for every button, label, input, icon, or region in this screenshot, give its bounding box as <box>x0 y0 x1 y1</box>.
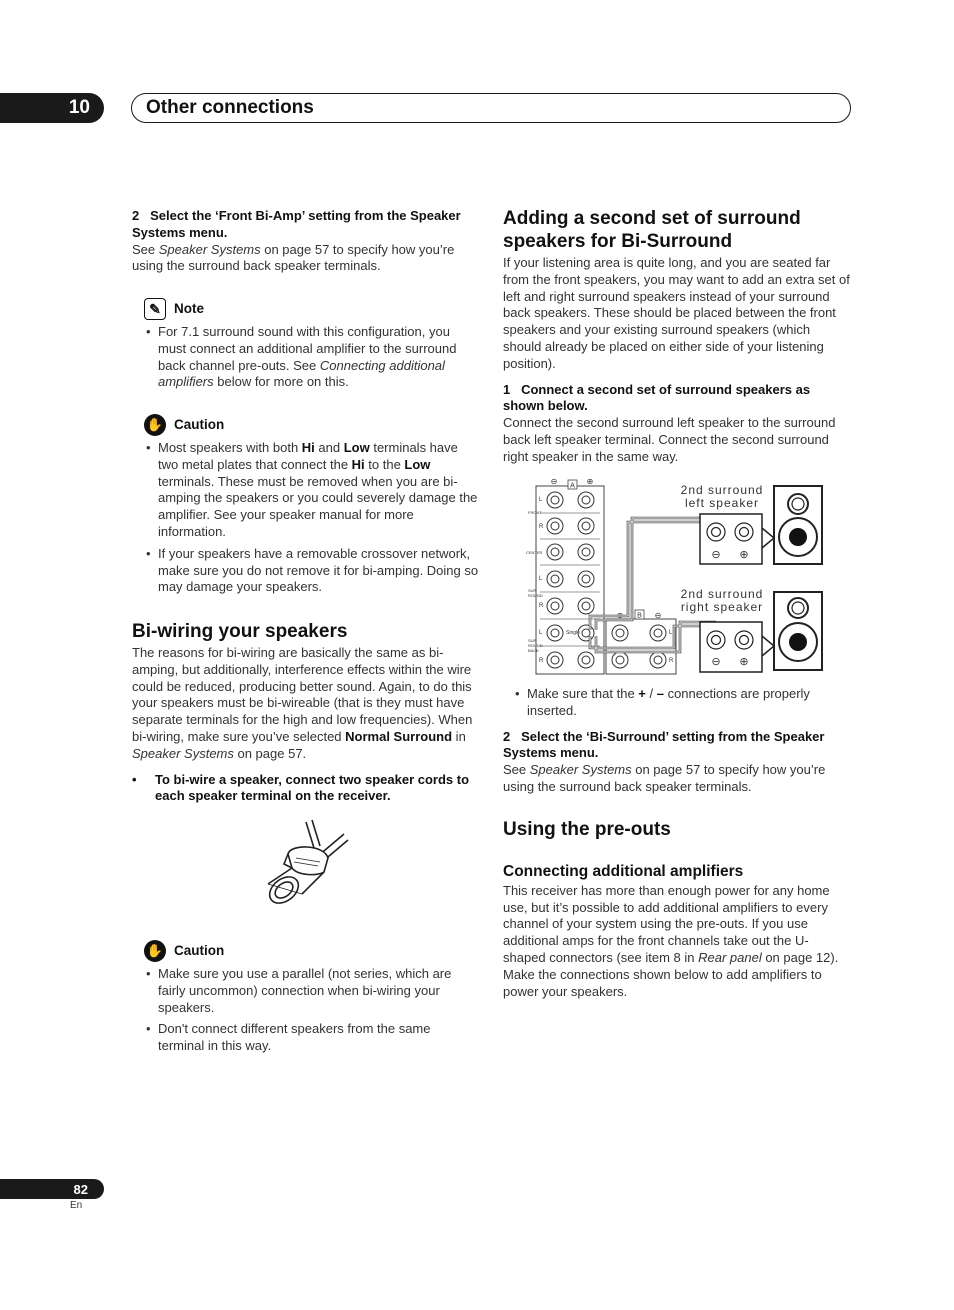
svg-text:L: L <box>539 630 543 636</box>
section-heading: Adding a second set of surround speakers for Bi-Surround <box>503 208 801 252</box>
bisurround-section-cont <box>503 686 851 796</box>
list-item: • Don't connect different speakers from the same terminal in this way. <box>144 1021 480 1055</box>
left-speaker-label-2: left speaker <box>684 496 760 510</box>
right-speaker-label-1: 2nd surround <box>680 587 764 601</box>
svg-text:R: R <box>539 524 544 530</box>
svg-text:⊖: ⊖ <box>550 477 558 486</box>
page-number-tab <box>0 1179 104 1199</box>
caution-box-1 <box>144 414 480 601</box>
svg-text:CENTER: CENTER <box>526 550 543 555</box>
biwire-body: The reasons for bi-wiring are basically the same as bi-amping, but additionally, interference effects within the wire could be reduced, producing better sound. Again, to do this your speakers must be bi-wireable (that is they must have separate terminals for the high and low frequencies). When bi-wiring, make sure you’ve selected Normal Surround in Speaker Systems on page 57. <box>132 645 473 761</box>
svg-text:L: L <box>539 576 543 582</box>
step-1-heading: 1 Connect a second set of surround speakers as shown below. <box>503 381 811 414</box>
section-heading: Bi-wiring your speakers <box>132 621 348 642</box>
chapter-number: 10 <box>68 97 90 118</box>
subsection-heading: Connecting additional amplifiers <box>503 863 744 880</box>
svg-text:L: L <box>669 630 673 636</box>
svg-text:SUR: SUR <box>528 638 537 643</box>
svg-text:⊕: ⊕ <box>586 477 594 486</box>
preouts-body: This receiver has more than enough power for any home use, but it’s possible to add additional amplifiers to every channel of your system using the pre-outs. If you use additional amps for the front channels take out the U-shaped connectors (see item 8 in Rear panel on page 12). Make the connections shown below to add amplifiers to power your speakers. <box>503 882 839 999</box>
note-box <box>144 298 480 396</box>
biwire-bullet: • To bi-wire a speaker, connect two speaker cords to each speaker terminal on the receiver. <box>132 771 470 804</box>
svg-text:R: R <box>669 658 674 664</box>
step-2-body: See Speaker Systems on page 57 to specify how you’re using the surround back speaker terminals. <box>132 241 455 274</box>
step-1-body: Connect the second surround left speaker to the surround back left speaker terminal. Connect the second surround right speaker in the same way. <box>503 415 836 464</box>
bisurround-wiring-diagram <box>524 476 830 678</box>
caution-heading: ✋ Caution <box>144 940 480 962</box>
panel-b-label: B <box>637 612 642 620</box>
speaker-terminal-illustration <box>258 814 354 910</box>
svg-text:⊖: ⊖ <box>654 611 662 620</box>
note-heading: ✎ Note <box>144 298 480 320</box>
left-speaker-terminal-plate <box>700 514 762 564</box>
svg-text:ROUND: ROUND <box>528 593 543 598</box>
chapter-title: Other connections <box>146 97 314 118</box>
single-label: Single <box>566 630 580 636</box>
right-speaker-terminal-plate <box>700 622 762 672</box>
terminal-panel-b <box>606 619 676 674</box>
svg-text:⊕: ⊕ <box>739 656 749 668</box>
list-item: • If your speakers have a removable crossover network, make sure you do not remove it for bi-amping. Doing so may damage your speakers. <box>144 546 480 596</box>
panel-a-label: A <box>570 482 575 490</box>
list-item: • Make sure that the + / – connections are properly inserted. <box>513 686 851 720</box>
svg-text:SUR: SUR <box>528 588 537 593</box>
svg-text:⊕: ⊕ <box>616 611 624 620</box>
hand-stop-icon: ✋ <box>144 414 166 436</box>
step-2-heading: 2 Select the ‘Front Bi-Amp’ setting from the Speaker Systems menu. <box>132 208 461 240</box>
bisurround-bullets <box>503 686 851 720</box>
biwire-section <box>132 620 480 805</box>
svg-text:⊖: ⊖ <box>711 656 721 668</box>
note-list <box>144 324 480 391</box>
bisurround-section <box>503 207 851 466</box>
svg-text:R: R <box>539 603 544 609</box>
svg-text:FRONT: FRONT <box>528 510 542 515</box>
hand-stop-icon: ✋ <box>144 940 166 962</box>
page-number: 82 <box>73 1181 88 1197</box>
chapter-number-tab <box>0 93 104 123</box>
caution-box-2 <box>144 940 480 1060</box>
preouts-section <box>503 818 851 1000</box>
bisurround-body: If your listening area is quite long, and you are seated far from the front speakers, you may want to add an extra set of left and right surround speakers instead of your surround back speakers. These should be placed between the front speakers and your existing surround speakers (which should already be placed on either side of your listening position). <box>503 255 850 371</box>
svg-text:L: L <box>539 497 543 503</box>
right-speaker-cabinet <box>774 592 822 670</box>
step-2-body: See Speaker Systems on page 57 to specify how you’re using the surround back speaker terminals. <box>503 762 826 794</box>
svg-text:R: R <box>539 658 544 664</box>
svg-text:ROUND: ROUND <box>528 643 543 648</box>
caution-heading: ✋ Caution <box>144 414 480 436</box>
step-2-heading: 2 Select the ‘Bi-Surround’ setting from the Speaker Systems menu. <box>503 728 825 761</box>
left-column-top <box>132 208 480 275</box>
svg-text:BACK: BACK <box>528 648 539 653</box>
right-speaker-label-2: right speaker <box>680 600 764 614</box>
section-heading: Using the pre-outs <box>503 819 671 840</box>
svg-text:⊕: ⊕ <box>739 549 749 561</box>
list-item: • Most speakers with both Hi and Low terminals have two metal plates that connect the Hi to the Low terminals. These must be removed when you are bi-amping the speakers or you could severely damage the amplifier. See your speaker manual for more information. <box>144 440 480 541</box>
list-item: • For 7.1 surround sound with this configuration, you must connect an additional amplifier to the surround back channel pre-outs. See Connecting additional amplifiers below for more on this. <box>144 324 480 391</box>
language-code: En <box>70 1200 83 1211</box>
caution-list <box>144 440 480 596</box>
list-item: • Make sure you use a parallel (not series, which are fairly uncommon) connection when bi-wiring your speakers. <box>144 966 480 1016</box>
pencil-icon: ✎ <box>144 298 166 320</box>
chapter-title-bar <box>131 93 851 123</box>
left-speaker-label-1: 2nd surround <box>680 483 764 497</box>
svg-text:⊖: ⊖ <box>711 549 721 561</box>
caution-list <box>144 966 480 1055</box>
